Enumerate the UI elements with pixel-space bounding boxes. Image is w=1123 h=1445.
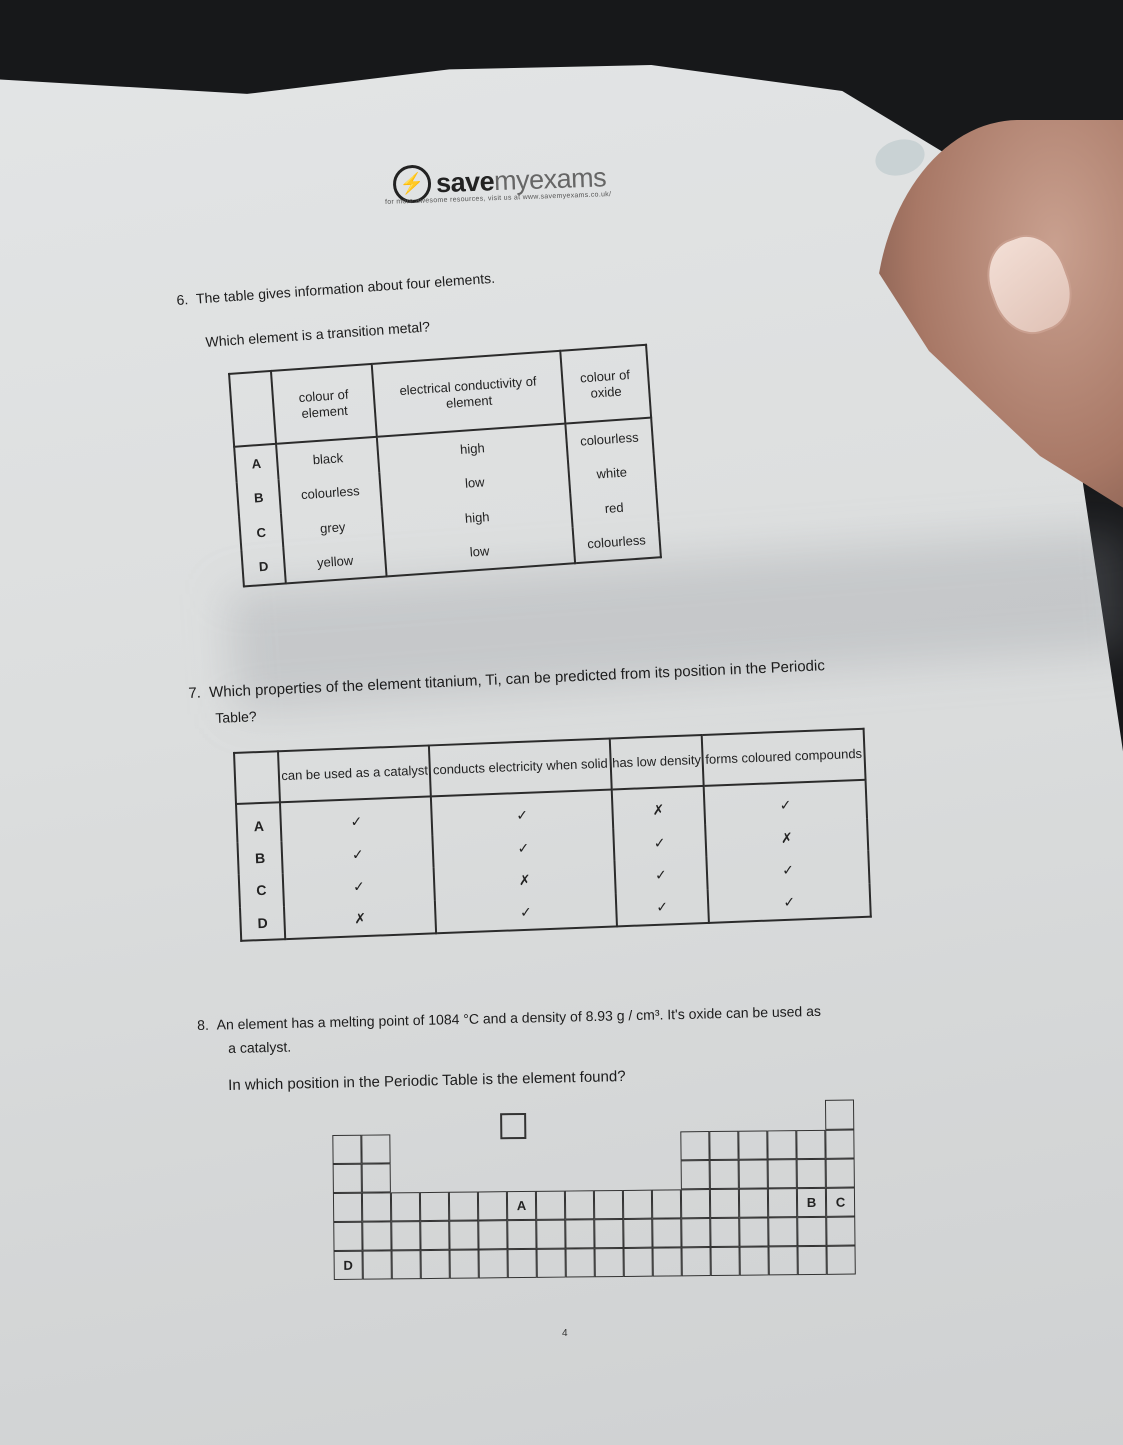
periodic-table-cell — [594, 1219, 623, 1248]
q7-text-line1: 7. Which properties of the element titanium, Ti, can be predicted from its position in the Periodic — [188, 657, 826, 702]
table-cell: high — [382, 493, 572, 540]
periodic-table-cell — [333, 1164, 362, 1193]
periodic-table-cell — [421, 1250, 450, 1279]
periodic-table-cell — [508, 1249, 537, 1278]
hydrogen-box — [500, 1113, 526, 1139]
periodic-table-cell — [797, 1159, 826, 1188]
header-cell: conducts electricity when solid — [429, 739, 611, 796]
position-d-cell: D — [334, 1251, 363, 1280]
periodic-table-cell — [594, 1190, 623, 1219]
periodic-table-cell — [478, 1220, 507, 1249]
table-cell: colourless — [279, 472, 383, 513]
periodic-table-cell — [333, 1193, 362, 1222]
table-cell: ✓ — [707, 851, 870, 890]
periodic-table-cell — [391, 1221, 420, 1250]
table-cell: low — [380, 459, 570, 506]
periodic-table-cell — [478, 1191, 507, 1220]
position-c-cell: C — [826, 1188, 855, 1217]
row-label: C — [239, 873, 284, 907]
periodic-table-cell — [623, 1219, 652, 1248]
row-label: B — [237, 841, 282, 875]
periodic-table-cell — [798, 1246, 827, 1275]
periodic-table-cell — [362, 1192, 391, 1221]
periodic-table-cell — [624, 1248, 653, 1277]
periodic-table-cell — [709, 1131, 738, 1160]
header-cell: colour of oxide — [560, 345, 651, 424]
periodic-table-cell — [739, 1217, 768, 1246]
table-cell: ✓ — [431, 789, 613, 835]
table-cell: ✗ — [705, 819, 868, 858]
periodic-table-cell — [740, 1246, 769, 1275]
periodic-table-cell — [825, 1130, 854, 1159]
header-cell: colour of element — [271, 364, 377, 444]
header-cell: has low density — [609, 735, 703, 789]
q6-prompt: Which element is a transition metal? — [205, 318, 431, 350]
q7-text-line2: Table? — [215, 708, 257, 726]
row-label: D — [241, 548, 285, 586]
periodic-table-cell — [652, 1218, 681, 1247]
q8-text-line2: a catalyst. — [228, 1038, 292, 1056]
row-label: D — [240, 906, 285, 941]
periodic-table-cell — [363, 1250, 392, 1279]
periodic-table-cell — [507, 1220, 536, 1249]
table-cell: ✓ — [433, 828, 614, 867]
table-cell: ✓ — [615, 889, 709, 926]
table-cell: ✗ — [434, 861, 615, 900]
header-cell — [234, 751, 280, 803]
table-cell: ✓ — [708, 883, 871, 923]
q8-prompt: In which position in the Periodic Table is the element found? — [228, 1067, 626, 1094]
periodic-table-cell — [827, 1246, 856, 1275]
helium-cell — [825, 1100, 854, 1130]
periodic-table-cell — [681, 1160, 710, 1189]
table-cell: low — [385, 528, 575, 577]
page-number: 4 — [562, 1328, 568, 1339]
periodic-table-cell — [710, 1218, 739, 1247]
periodic-table-cell — [449, 1220, 478, 1249]
periodic-table-cell — [391, 1192, 420, 1221]
periodic-table-cell — [768, 1159, 797, 1188]
q6-text: 6. The table gives information about four elements. — [176, 269, 496, 308]
table-cell: yellow — [283, 541, 387, 584]
periodic-table-cell — [362, 1221, 391, 1250]
periodic-table-cell — [710, 1189, 739, 1218]
position-a-cell: A — [507, 1191, 536, 1220]
tagline: for more awesome resources, visit us at www.savemyexams.co.uk/ — [384, 191, 612, 206]
periodic-table-cell — [768, 1217, 797, 1246]
row-label: C — [239, 514, 283, 551]
table-cell: ✓ — [613, 825, 707, 861]
table-cell: ✗ — [284, 900, 437, 939]
periodic-table-cell — [392, 1250, 421, 1279]
table-cell: ✓ — [704, 779, 867, 825]
q7-table — [233, 728, 872, 942]
table-cell: ✓ — [280, 796, 433, 841]
periodic-table-cell — [797, 1217, 826, 1246]
periodic-table-cell — [361, 1134, 390, 1163]
periodic-table-cell — [738, 1130, 767, 1159]
table-cell: ✓ — [283, 868, 436, 906]
periodic-table-cell — [420, 1192, 449, 1221]
periodic-table-cell — [362, 1163, 391, 1192]
header-cell: can be used as a catalyst — [278, 745, 431, 801]
periodic-table-cell — [826, 1159, 855, 1188]
header-cell: forms coloured compounds — [702, 729, 866, 786]
periodic-table-cell — [711, 1247, 740, 1276]
table-cell: high — [377, 424, 567, 473]
periodic-table-cell — [537, 1249, 566, 1278]
table-cell: colourless — [572, 522, 661, 563]
periodic-table-cell — [449, 1191, 478, 1220]
periodic-table-cell — [332, 1135, 361, 1164]
periodic-table-cell — [739, 1159, 768, 1188]
periodic-table-cell — [565, 1190, 594, 1219]
periodic-table-cell — [450, 1249, 479, 1278]
periodic-table-cell — [595, 1248, 624, 1277]
periodic-table-outline — [332, 1100, 859, 1295]
periodic-table-cell — [653, 1247, 682, 1276]
header-cell — [229, 371, 276, 447]
periodic-table-cell — [682, 1247, 711, 1276]
position-b-cell: B — [797, 1188, 826, 1217]
periodic-table-cell — [681, 1218, 710, 1247]
periodic-table-cell — [768, 1188, 797, 1217]
periodic-table-cell — [680, 1131, 709, 1160]
row-label: A — [234, 444, 278, 482]
row-label: A — [236, 802, 281, 843]
table-cell: ✗ — [611, 785, 705, 828]
lightning-bolt-icon: ⚡ — [392, 164, 431, 203]
periodic-table-cell — [681, 1189, 710, 1218]
periodic-table-cell — [767, 1130, 796, 1159]
periodic-table-cell — [479, 1249, 508, 1278]
table-cell: ✓ — [435, 893, 616, 933]
table-cell: white — [567, 453, 656, 493]
periodic-table-cell — [420, 1221, 449, 1250]
row-label: B — [237, 479, 281, 516]
table-cell: red — [570, 487, 659, 527]
periodic-table-cell — [796, 1130, 825, 1159]
q8-text-line1: 8. An element has a melting point of 1084 °C and a density of 8.93 g / cm³. It's oxide can be used as — [197, 1002, 822, 1033]
q6-table — [228, 344, 662, 588]
table-cell: colourless — [565, 418, 654, 459]
table-cell: ✓ — [281, 835, 434, 873]
logo-wordmark: savemyexams — [435, 161, 607, 198]
periodic-table-cell — [566, 1248, 595, 1277]
table-cell: black — [276, 437, 380, 479]
periodic-table-cell — [652, 1189, 681, 1218]
periodic-table-cell — [623, 1190, 652, 1219]
table-cell: grey — [281, 507, 385, 548]
periodic-table-cell — [769, 1246, 798, 1275]
periodic-table-cell — [333, 1222, 362, 1251]
periodic-table-cell — [739, 1188, 768, 1217]
periodic-table-cell — [710, 1160, 739, 1189]
table-cell: ✓ — [614, 857, 708, 893]
header-cell: electrical conductivity of element — [372, 351, 565, 437]
periodic-table-cell — [536, 1191, 565, 1220]
periodic-table-cell — [536, 1220, 565, 1249]
periodic-table-cell — [826, 1217, 855, 1246]
periodic-table-cell — [565, 1219, 594, 1248]
